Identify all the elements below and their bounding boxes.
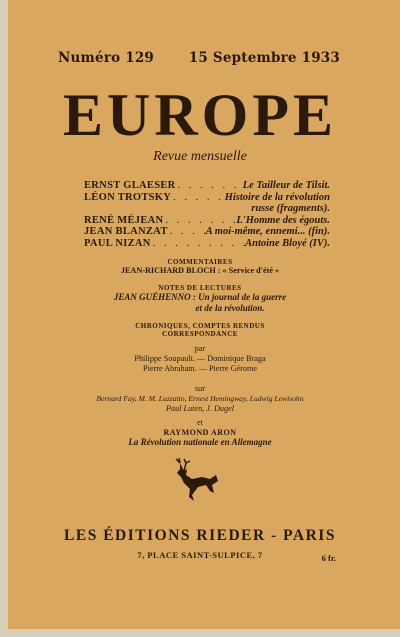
toc-work: L'Homme des égouts. xyxy=(236,214,330,226)
section-heading: NOTES DE LECTURES xyxy=(158,284,242,292)
section-line: Bernard Fay, M. M. Luzzatto, Ernest Hemingway, Ludwig Lewisohn xyxy=(96,394,304,403)
publisher-name: LES ÉDITIONS RIEDER - PARIS xyxy=(64,527,336,544)
toc-leader xyxy=(171,192,225,203)
toc-author: JEAN BLANZAT xyxy=(84,226,168,237)
toc-author: LÉON TROTSKY xyxy=(84,191,172,203)
section-line: et de la révolution. xyxy=(195,303,265,313)
price: 6 fr. xyxy=(321,553,336,563)
toc-leader xyxy=(151,238,245,249)
toc-entry xyxy=(84,192,330,204)
table-of-contents xyxy=(84,180,330,249)
journal-title: EUROPE xyxy=(62,82,338,148)
issue-number: Numéro 129 xyxy=(58,50,155,66)
section-line: JEAN GUÉHENNO : Un journal de la guerre xyxy=(113,292,287,302)
toc-work: A moi-même, ennemi... (fin). xyxy=(205,226,330,237)
toc-work-continued: russe (fragments). xyxy=(251,203,330,214)
toc-entry xyxy=(84,226,330,238)
notes-section xyxy=(0,284,400,314)
chroniques-section xyxy=(0,322,400,374)
toc-author: ERNST GLAESER xyxy=(84,180,176,191)
publisher-address: 7, PLACE SAINT-SULPICE, 7 xyxy=(137,550,263,560)
section-heading: COMMENTAIRES xyxy=(167,258,233,266)
section-author: RAYMOND ARON xyxy=(163,428,237,437)
toc-entry xyxy=(84,215,330,227)
section-line: et xyxy=(197,418,203,427)
toc-entry xyxy=(84,238,330,250)
journal-subtitle: Revue mensuelle xyxy=(153,149,247,164)
section-line: JEAN-RICHARD BLOCH : « Service d'été » xyxy=(120,266,280,275)
toc-work: Antoine Bloyé (IV). xyxy=(245,237,330,249)
section-line: sur xyxy=(194,384,205,393)
toc-author: RENÉ MÉJEAN xyxy=(84,214,164,226)
issue-date: 15 Septembre 1933 xyxy=(188,50,340,66)
section-heading: CHRONIQUES, COMPTES RENDUS xyxy=(135,322,265,330)
section-heading: CORRESPONDANCE xyxy=(162,330,238,338)
toc-entry xyxy=(84,180,330,192)
scan-border-bottom xyxy=(0,629,400,637)
toc-leader xyxy=(168,226,206,237)
section-line: par xyxy=(194,344,206,353)
toc-work: Le Tailleur de Tilsit. xyxy=(242,180,330,191)
issue-header xyxy=(58,50,340,66)
commentaires-section xyxy=(0,258,400,276)
aron-section xyxy=(0,418,400,448)
section-line: Paul Luten, J. Dugel xyxy=(166,404,234,413)
sur-section xyxy=(0,384,400,414)
section-line: Pierre Abraham. — Pierre Gérome xyxy=(143,364,257,373)
toc-work: Histoire de la révolution xyxy=(224,191,330,203)
toc-leader xyxy=(163,215,236,226)
section-line: Philippe Soupault. — Dominique Braga xyxy=(134,354,266,363)
section-line: La Révolution nationale en Allemagne xyxy=(128,437,272,447)
toc-author: PAUL NIZAN xyxy=(84,237,151,249)
leaping-deer-icon xyxy=(172,457,222,503)
toc-leader xyxy=(176,180,243,191)
